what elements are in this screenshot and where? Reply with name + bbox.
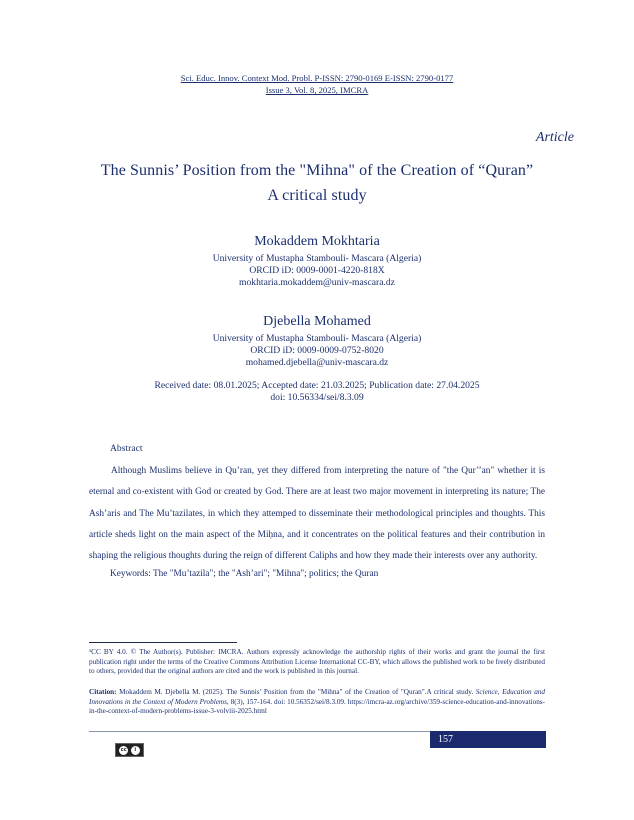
footnote-divider: [89, 642, 237, 643]
cc-license-badge[interactable]: [115, 743, 144, 757]
author-name-2: Djebella Mohamed: [263, 314, 371, 329]
by-icon: i: [130, 745, 141, 756]
author-name-1: Mokaddem Mokhtaria: [254, 234, 380, 249]
paper-title: The Sunnis’ Position from the "Mihna" of the Creation of “Quran”: [100, 162, 534, 179]
citation: [89, 688, 545, 717]
citation-tail[interactable]: , 8(3), 157-164. doi: 10.56352/sei/8.3.09. https://imcra-az.org/archive/359-science-education-and-innovations-in-the-context-of-modern-problems-issue-3-volviii-2025.html: [89, 697, 545, 716]
author-email-2[interactable]: mohamed.djebella@univ-mascara.dz: [245, 357, 389, 368]
author-affiliation-1: University of Mustapha Stambouli- Mascara (Algeria): [212, 253, 422, 264]
page-number: 157: [430, 731, 546, 748]
license-footnote: ¹CC BY 4.0. © The Author(s). Publisher: IMCRA. Authors expressly acknowledge the authorship rights of their works and grant the journal the first publication right under the terms of the Creative Commons Attribution License International CC-BY, which allows the published work to be freely distributed to others, provided that the original authors are cited and the work is published in this journal.: [89, 648, 545, 676]
author-orcid-1: ORCID iD: 0009-0001-4220-818X: [249, 265, 385, 276]
citation-label: Citation:: [89, 688, 117, 696]
abstract-body: Although Muslims believe in Qu’ran, yet they differed from interpreting the nature of "the Qur’’an" whether it is eternal and co-existent with God or created by God. There are at least two major movement in interpreting its nature; The Ash’aris and The Mu’tazilates, in which they attemped to disseminate their methodological principles and thoughts. This article sheds light on the main aspect of the Miḥna, and it concentrates on the political features and their contribution in shaping the religious thoughts during the reign of different Caliphs and how they made their interests over any authority.: [89, 466, 545, 562]
cc-icon: cc: [118, 745, 129, 756]
author-email-1[interactable]: mokhtaria.mokaddem@univ-mascara.dz: [239, 277, 395, 288]
paper-subtitle: A critical study: [267, 187, 367, 204]
author-affiliation-2: University of Mustapha Stambouli- Mascara (Algeria): [212, 333, 422, 344]
publication-dates: Received date: 08.01.2025; Accepted date: 21.03.2025; Publication date: 27.04.2025: [154, 380, 480, 391]
abstract-heading: Abstract: [110, 443, 143, 454]
citation-journal: Science, Education and Innovations in the Context of Modern Problems: [89, 688, 545, 706]
citation-text: Mokaddem M. Djebella M. (2025). The Sunnis’ Position from the "Mihna" of the Creation of "Quran".A critical study.: [116, 688, 476, 696]
keywords: Keywords: The "Mu’tazila"; the "Ash’ari"; "Mihna"; politics; the Quran: [110, 569, 379, 579]
doi[interactable]: doi: 10.56334/sei/8.3.09: [270, 392, 364, 403]
author-orcid-2: ORCID iD: 0009-0009-0752-8020: [250, 345, 384, 356]
article-type-label: Article: [535, 130, 574, 145]
journal-issue-link[interactable]: Issue 3, Vol. 8, 2025, IMCRA: [265, 85, 369, 95]
journal-info-link[interactable]: Sci. Educ. Innov. Context Mod. Probl. P-ISSN: 2790-0169 E-ISSN: 2790-0177: [180, 73, 454, 83]
